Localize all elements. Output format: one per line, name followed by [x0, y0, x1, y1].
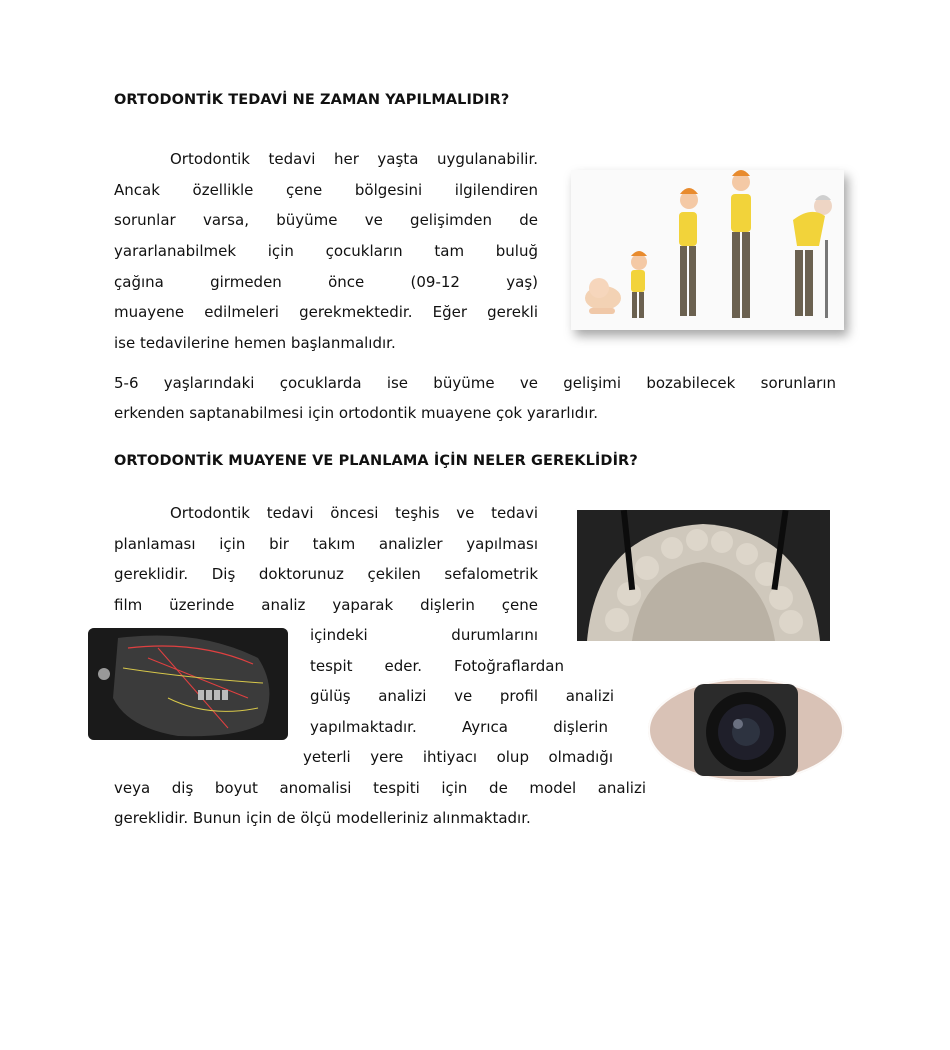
growth-stages-illustration: [571, 170, 844, 330]
para3-line-2: planlaması için bir takım analizler yapılması: [114, 535, 538, 553]
para3-line-7: gülüş analizi ve profil analizi: [310, 687, 614, 705]
heading-exam-planning: ORTODONTİK MUAYENE VE PLANLAMA İÇİN NELER GEREKLİDİR?: [114, 453, 638, 469]
para3-line-6: tespit eder. Fotoğraflardan: [310, 657, 564, 675]
camera-lens-image: [648, 678, 844, 782]
para3-line-1: Ortodontik tedavi öncesi teşhis ve tedavi: [170, 504, 538, 522]
para2-line-1: 5-6 yaşlarındaki çocuklarda ise büyüme ve gelişimi bozabilecek sorunların: [114, 374, 836, 392]
para3-line-3: gereklidir. Diş doktorunuz çekilen sefalometrik: [114, 565, 538, 583]
para3-line-9: yeterli yere ihtiyacı olup olmadığı: [303, 748, 613, 766]
para1-line-3: sorunlar varsa, büyüme ve gelişimden de: [114, 211, 538, 229]
cephalometric-xray-drawing: [88, 628, 288, 740]
para3-line-8: yapılmaktadır. Ayrıca dişlerin: [310, 718, 608, 736]
para1-line-7: ise tedavilerine hemen başlanmalıdır.: [114, 334, 396, 352]
para3-line-11: gereklidir. Bunun için de ölçü modelleriniz alınmaktadır.: [114, 809, 531, 827]
heading-when-treatment: ORTODONTİK TEDAVİ NE ZAMAN YAPILMALIDIR?: [114, 92, 510, 108]
para1-line-6: muayene edilmeleri gerekmektedir. Eğer gerekli: [114, 303, 538, 321]
para1-line-2: Ancak özellikle çene bölgesini ilgilendiren: [114, 181, 538, 199]
camera-photo: [648, 678, 844, 782]
para1-line-1: Ortodontik tedavi her yaşta uygulanabilir.: [170, 150, 538, 168]
growth-stages-figures: [571, 170, 844, 330]
dental-cast-image: [577, 510, 830, 641]
para2-line-2: erkenden saptanabilmesi için ortodontik muayene çok yararlıdır.: [114, 404, 598, 422]
para3-line-10: veya diş boyut anomalisi tespiti için de model analizi: [114, 779, 646, 797]
para3-line-4: film üzerinde analiz yaparak dişlerin çene: [114, 596, 538, 614]
cephalometric-xray-image: [88, 628, 288, 740]
para1-line-5: çağına girmeden önce (09-12 yaş): [114, 273, 538, 291]
dental-cast-photo: [577, 510, 830, 641]
para1-line-4: yararlanabilmek için çocukların tam buluğ: [114, 242, 538, 260]
para3-line-5: içindeki durumlarını: [310, 626, 538, 644]
